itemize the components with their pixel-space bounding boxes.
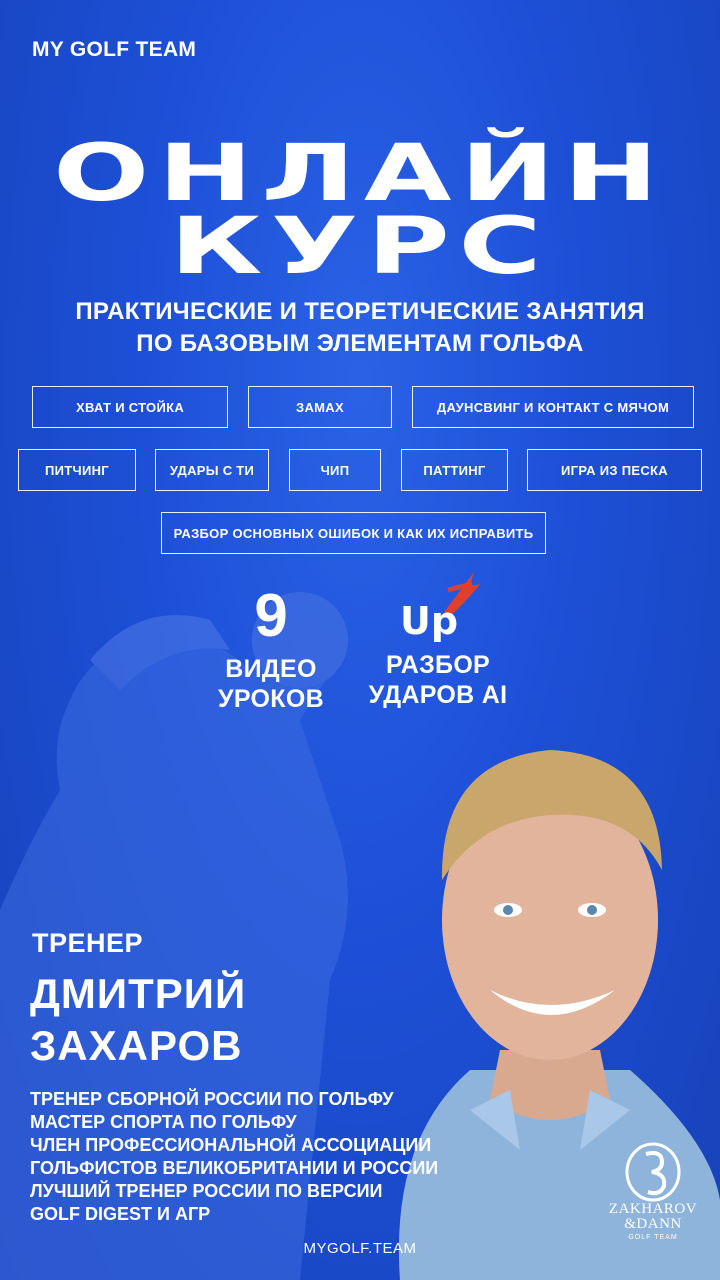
subtitle-line-2: ПО БАЗОВЫМ ЭЛЕМЕНТАМ ГОЛЬФА bbox=[136, 330, 584, 357]
topic-tag: ЗАМАХ bbox=[248, 386, 392, 428]
title-line-2: КУРС bbox=[169, 202, 551, 292]
title-line-1: ОНЛАЙН bbox=[53, 129, 667, 219]
up-logo-text: Up bbox=[400, 599, 459, 643]
video-lessons-stat bbox=[196, 582, 346, 714]
website-link[interactable]: MYGOLF.TEAM bbox=[303, 1240, 417, 1257]
up-logo-icon bbox=[388, 564, 488, 644]
subtitle-line-1: ПРАКТИЧЕСКИЕ И ТЕОРЕТИЧЕСКИЕ ЗАНЯТИЯ bbox=[75, 298, 645, 325]
credential-line: GOLF DIGEST И АГР bbox=[30, 1204, 211, 1224]
logo-line-2: &DANN bbox=[624, 1216, 682, 1232]
ai-label-1: РАЗБОР bbox=[385, 651, 491, 679]
brand-name: MY GOLF TEAM bbox=[32, 38, 197, 61]
topic-tag: ДАУНСВИНГ И КОНТАКТ С МЯЧОМ bbox=[412, 386, 694, 428]
credential-line: ЛУЧШИЙ ТРЕНЕР РОССИИ ПО ВЕРСИИ bbox=[30, 1181, 383, 1201]
zakharov-dann-logo bbox=[598, 1140, 708, 1270]
zd-monogram-icon bbox=[618, 1140, 688, 1202]
topic-tag: ИГРА ИЗ ПЕСКА bbox=[527, 449, 702, 491]
credential-line: ЧЛЕН ПРОФЕССИОНАЛЬНОЙ АССОЦИАЦИИ bbox=[30, 1135, 432, 1155]
topic-tag: УДАРЫ С ТИ bbox=[155, 449, 269, 491]
video-count: 9 bbox=[254, 582, 288, 649]
video-label-1: ВИДЕО bbox=[225, 655, 317, 683]
video-label-2: УРОКОВ bbox=[218, 685, 324, 713]
subtitle bbox=[0, 296, 720, 360]
coach-last-name: ЗАХАРОВ bbox=[30, 1022, 243, 1069]
credential-line: МАСТЕР СПОРТА ПО ГОЛЬФУ bbox=[30, 1112, 297, 1132]
logo-line-3: GOLF TEAM bbox=[628, 1234, 678, 1241]
ai-analysis-stat bbox=[358, 564, 518, 710]
coach-credentials bbox=[30, 1088, 438, 1226]
credential-line: ГОЛЬФИСТОВ ВЕЛИКОБРИТАНИИ И РОССИИ bbox=[30, 1158, 439, 1178]
topic-tag: РАЗБОР ОСНОВНЫХ ОШИБОК И КАК ИХ ИСПРАВИТЬ bbox=[161, 512, 546, 554]
topic-tag: ПИТЧИНГ bbox=[18, 449, 136, 491]
coach-first-name: ДМИТРИЙ bbox=[30, 970, 247, 1017]
ai-label-2: УДАРОВ AI bbox=[368, 681, 508, 709]
coach-role: ТРЕНЕР bbox=[32, 928, 144, 958]
logo-line-1: ZAKHAROV bbox=[608, 1201, 698, 1217]
topic-tag: ПАТТИНГ bbox=[401, 449, 508, 491]
coach-name bbox=[30, 968, 246, 1072]
credential-line: ТРЕНЕР СБОРНОЙ РОССИИ ПО ГОЛЬФУ bbox=[30, 1089, 394, 1109]
topic-tag: ЧИП bbox=[289, 449, 381, 491]
topic-tag: ХВАТ И СТОЙКА bbox=[32, 386, 228, 428]
